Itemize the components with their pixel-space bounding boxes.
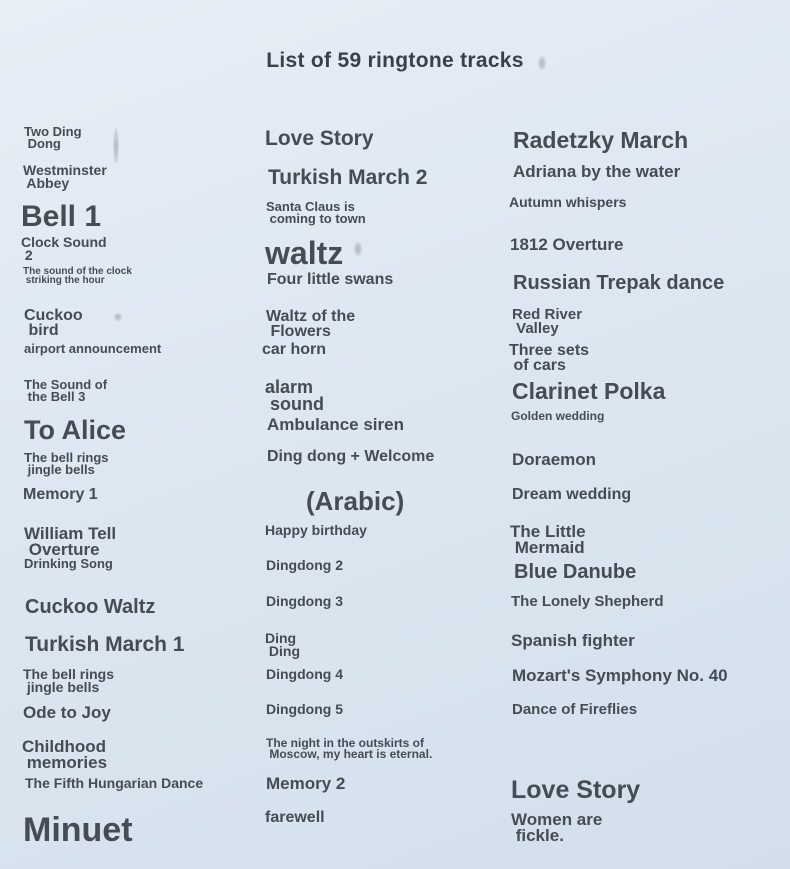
track-radetzky-march[interactable]: Radetzky March [513,127,689,153]
track-fifth-hungarian-dance[interactable]: The Fifth Hungarian Dance [25,775,204,791]
track-clarinet-polka[interactable]: Clarinet Polka [512,378,666,404]
track-dingdong-5[interactable]: Dingdong 5 [266,701,343,717]
track-ding-dong-welcome[interactable]: Ding dong + Welcome [267,448,435,465]
track-dingdong-4[interactable]: Dingdong 4 [266,666,343,682]
track-autumn-whispers[interactable]: Autumn whispers [509,194,627,210]
track-happy-birthday[interactable]: Happy birthday [265,522,367,538]
track-night-outskirts-moscow[interactable]: The night in the outskirts of Moscow, my heart is eternal. [266,736,433,762]
track-red-river-valley[interactable]: Red River Valley [512,306,583,337]
track-ambulance-siren[interactable]: Ambulance siren [267,415,404,434]
track-cuckoo-waltz[interactable]: Cuckoo Waltz [25,596,156,618]
track-car-horn[interactable]: car horn [262,341,327,358]
track-love-story-1[interactable]: Love Story [265,127,374,150]
track-1812-overture[interactable]: 1812 Overture [510,235,624,254]
track-william-tell-overture[interactable]: William Tell Overture [24,524,117,559]
track-turkish-march-1[interactable]: Turkish March 1 [25,633,185,656]
track-dingdong-3[interactable]: Dingdong 3 [266,593,343,609]
track-dingdong-2[interactable]: Dingdong 2 [266,557,343,573]
track-clock-striking-hour[interactable]: The sound of the clock striking the hour [23,266,132,287]
track-sound-of-bell-3[interactable]: The Sound of the Bell 3 [24,377,108,404]
track-minuet[interactable]: Minuet [23,811,133,849]
track-adriana-by-water[interactable]: Adriana by the water [513,162,681,181]
track-waltz[interactable]: waltz [265,235,344,271]
track-three-sets-of-cars[interactable]: Three sets of cars [509,342,590,374]
track-bell-rings-jingle-2[interactable]: The bell rings jingle bells [23,666,115,695]
track-alarm-sound[interactable]: alarm sound [265,377,324,414]
track-golden-wedding[interactable]: Golden wedding [511,409,605,423]
track-dream-wedding[interactable]: Dream wedding [512,486,632,503]
track-women-are-fickle[interactable]: Women are fickle. [511,810,603,845]
track-farewell[interactable]: farewell [265,809,325,826]
smudge-decoration [354,242,362,256]
track-waltz-of-flowers[interactable]: Waltz of the Flowers [266,308,356,340]
track-santa-claus[interactable]: Santa Claus is coming to town [266,199,366,226]
track-little-mermaid[interactable]: The Little Mermaid [510,522,586,557]
track-blue-danube[interactable]: Blue Danube [514,561,637,583]
track-memory-2[interactable]: Memory 2 [266,774,346,793]
track-lonely-shepherd[interactable]: The Lonely Shepherd [511,593,664,610]
track-four-little-swans[interactable]: Four little swans [267,271,394,288]
track-memory-1[interactable]: Memory 1 [23,486,98,503]
smudge-decoration [113,128,119,164]
track-airport-announcement[interactable]: airport announcement [24,341,162,356]
track-mozart-symphony-40[interactable]: Mozart's Symphony No. 40 [512,666,728,685]
track-turkish-march-2[interactable]: Turkish March 2 [268,166,428,189]
page-title: List of 59 ringtone tracks [266,49,524,72]
track-russian-trepak[interactable]: Russian Trepak dance [513,272,725,294]
track-childhood-memories[interactable]: Childhood memories [22,737,108,772]
track-westminster-abbey[interactable]: Westminster Abbey [23,162,107,191]
track-dance-of-fireflies[interactable]: Dance of Fireflies [512,701,638,718]
track-two-ding-dong[interactable]: Two Ding Dong [24,124,82,151]
track-drinking-song[interactable]: Drinking Song [24,556,113,571]
track-love-story-2[interactable]: Love Story [511,776,641,804]
smudge-decoration [114,313,122,321]
track-bell-rings-jingle-1[interactable]: The bell rings jingle bells [24,450,109,477]
track-doraemon[interactable]: Doraemon [512,450,597,469]
track-spanish-fighter[interactable]: Spanish fighter [511,631,635,650]
track-ode-to-joy[interactable]: Ode to Joy [23,703,111,722]
track-clock-sound-2[interactable]: Clock Sound 2 [21,234,107,263]
track-ding-ding[interactable]: Ding Ding [265,630,300,659]
track-to-alice[interactable]: To Alice [24,415,127,445]
track-arabic[interactable]: (Arabic) [306,486,405,516]
smudge-decoration [538,56,546,70]
track-cuckoo-bird[interactable]: Cuckoo bird [24,307,83,339]
track-bell-1[interactable]: Bell 1 [21,200,102,233]
